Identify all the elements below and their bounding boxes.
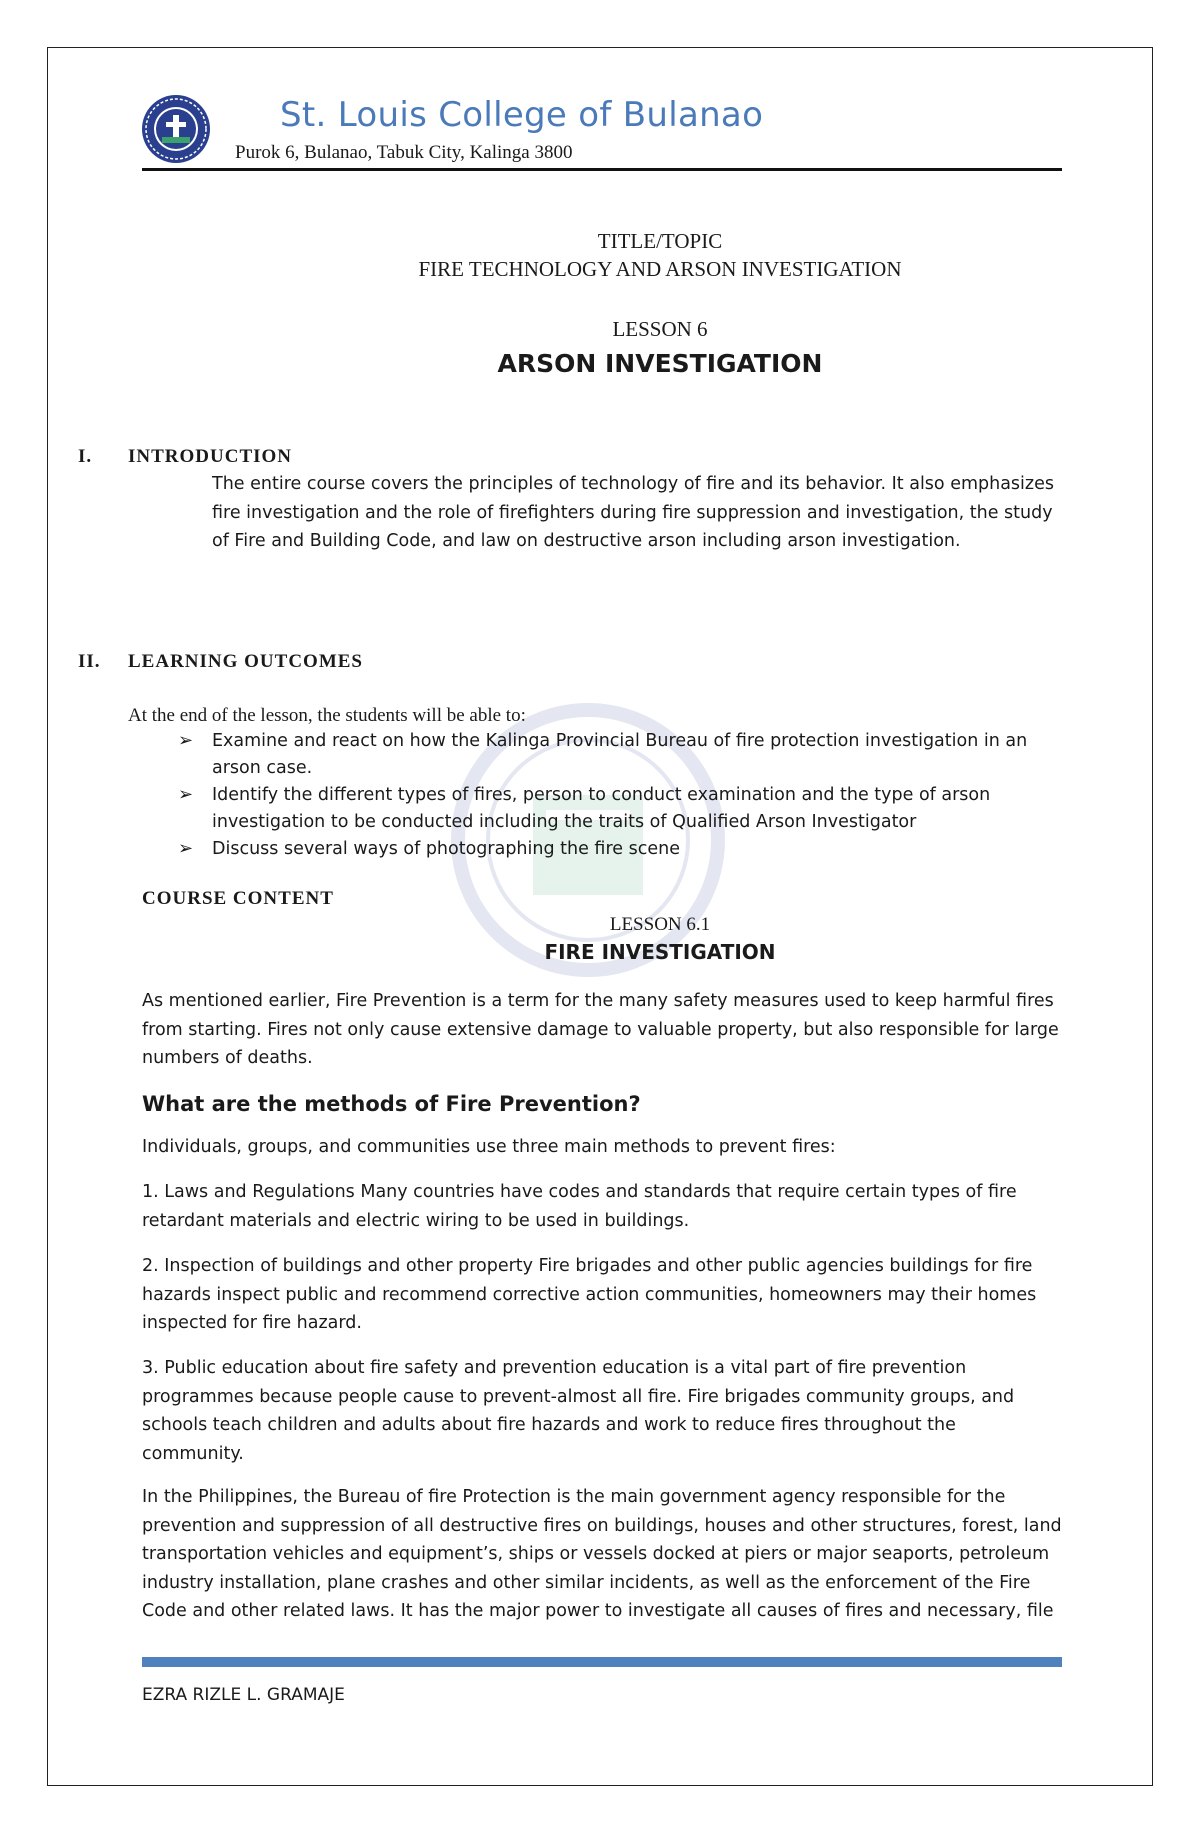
lesson-title: ARSON INVESTIGATION — [497, 349, 823, 378]
course-title: FIRE TECHNOLOGY AND ARSON INVESTIGATION — [418, 257, 902, 281]
section-number: II. — [78, 651, 101, 672]
outcome-item: Discuss several ways of photographing the fire scene — [212, 839, 680, 859]
method-public-education: 3. Public education about fire safety and prevention education is a vital part of fire prevention programmes because people cause to prevent-almost all fire. Fire brigades community groups, and schools teach children and adults about fire hazards and work to reduce fires throughout the community. — [142, 1358, 1015, 1464]
methods-lead: Individuals, groups, and communities use three main methods to prevent fires: — [142, 1137, 836, 1157]
lesson-6-1-title: FIRE INVESTIGATION — [544, 940, 776, 964]
bullet-arrow-icon: ➢ — [178, 730, 194, 751]
philippines-bfp-paragraph: In the Philippines, the Bureau of fire Protection is the main government agency responsible for the prevention and suppression of all destructive fires on buildings, houses and other structures, forest, land transportation vehicles and equipment’s, ships or vessels docked at piers or major seaports, petroleum industry installation, plane crashes and other similar incidents, as well as the enforcement of the Fire Code and other related laws. It has the major power to investigate all causes of fires and necessary, file — [142, 1487, 1062, 1621]
lesson-label: LESSON 6 — [612, 317, 708, 341]
bullet-arrow-icon: ➢ — [178, 784, 194, 805]
course-content-heading: COURSE CONTENT — [142, 888, 334, 909]
introduction-heading: INTRODUCTION — [128, 446, 293, 467]
outcome-item: Examine and react on how the Kalinga Provincial Bureau of fire protection investigation in an arson case. — [212, 731, 1028, 778]
school-address: Purok 6, Bulanao, Tabuk City, Kalinga 3800 — [235, 142, 573, 163]
lesson-6-1-label: LESSON 6.1 — [609, 914, 711, 935]
fire-prevention-intro: As mentioned earlier, Fire Prevention is a term for the many safety measures used to keep harmful fires from starting. Fires not only cause extensive damage to valuable property, but also responsible for large numbers of deaths. — [142, 991, 1059, 1068]
section-number: I. — [78, 446, 93, 467]
method-laws-regulations: 1. Laws and Regulations Many countries have codes and standards that require certain types of fire retardant materials and electric wiring to be used in buildings. — [142, 1182, 1017, 1231]
outcome-item: Identify the different types of fires, person to conduct examination and the type of arson investigation to be conducted including the traits of Qualified Arson Investigator — [212, 785, 991, 832]
college-seal-icon — [140, 93, 212, 165]
bullet-arrow-icon: ➢ — [178, 838, 194, 859]
title-topic-label: TITLE/TOPIC — [597, 229, 723, 253]
methods-question-heading: What are the methods of Fire Prevention? — [142, 1092, 641, 1116]
method-inspection: 2. Inspection of buildings and other property Fire brigades and other public agencies buildings for fire hazards inspect public and recommend corrective action communities, homeowners may their homes inspected for fire hazard. — [142, 1256, 1037, 1333]
outcomes-lead: At the end of the lesson, the students will be able to: — [128, 705, 526, 726]
school-name: St. Louis College of Bulanao — [280, 95, 764, 135]
footer-rule — [142, 1657, 1062, 1667]
introduction-paragraph: The entire course covers the principles of technology of fire and its behavior. It also emphasizes fire investigation and the role of firefighters during fire suppression and investigation, the study of Fire and Building Code, and law on destructive arson including arson investigation. — [212, 474, 1054, 551]
learning-outcomes-heading: LEARNING OUTCOMES — [128, 651, 363, 672]
footer-author: EZRA RIZLE L. GRAMAJE — [142, 1685, 345, 1705]
header-rule — [142, 168, 1062, 171]
